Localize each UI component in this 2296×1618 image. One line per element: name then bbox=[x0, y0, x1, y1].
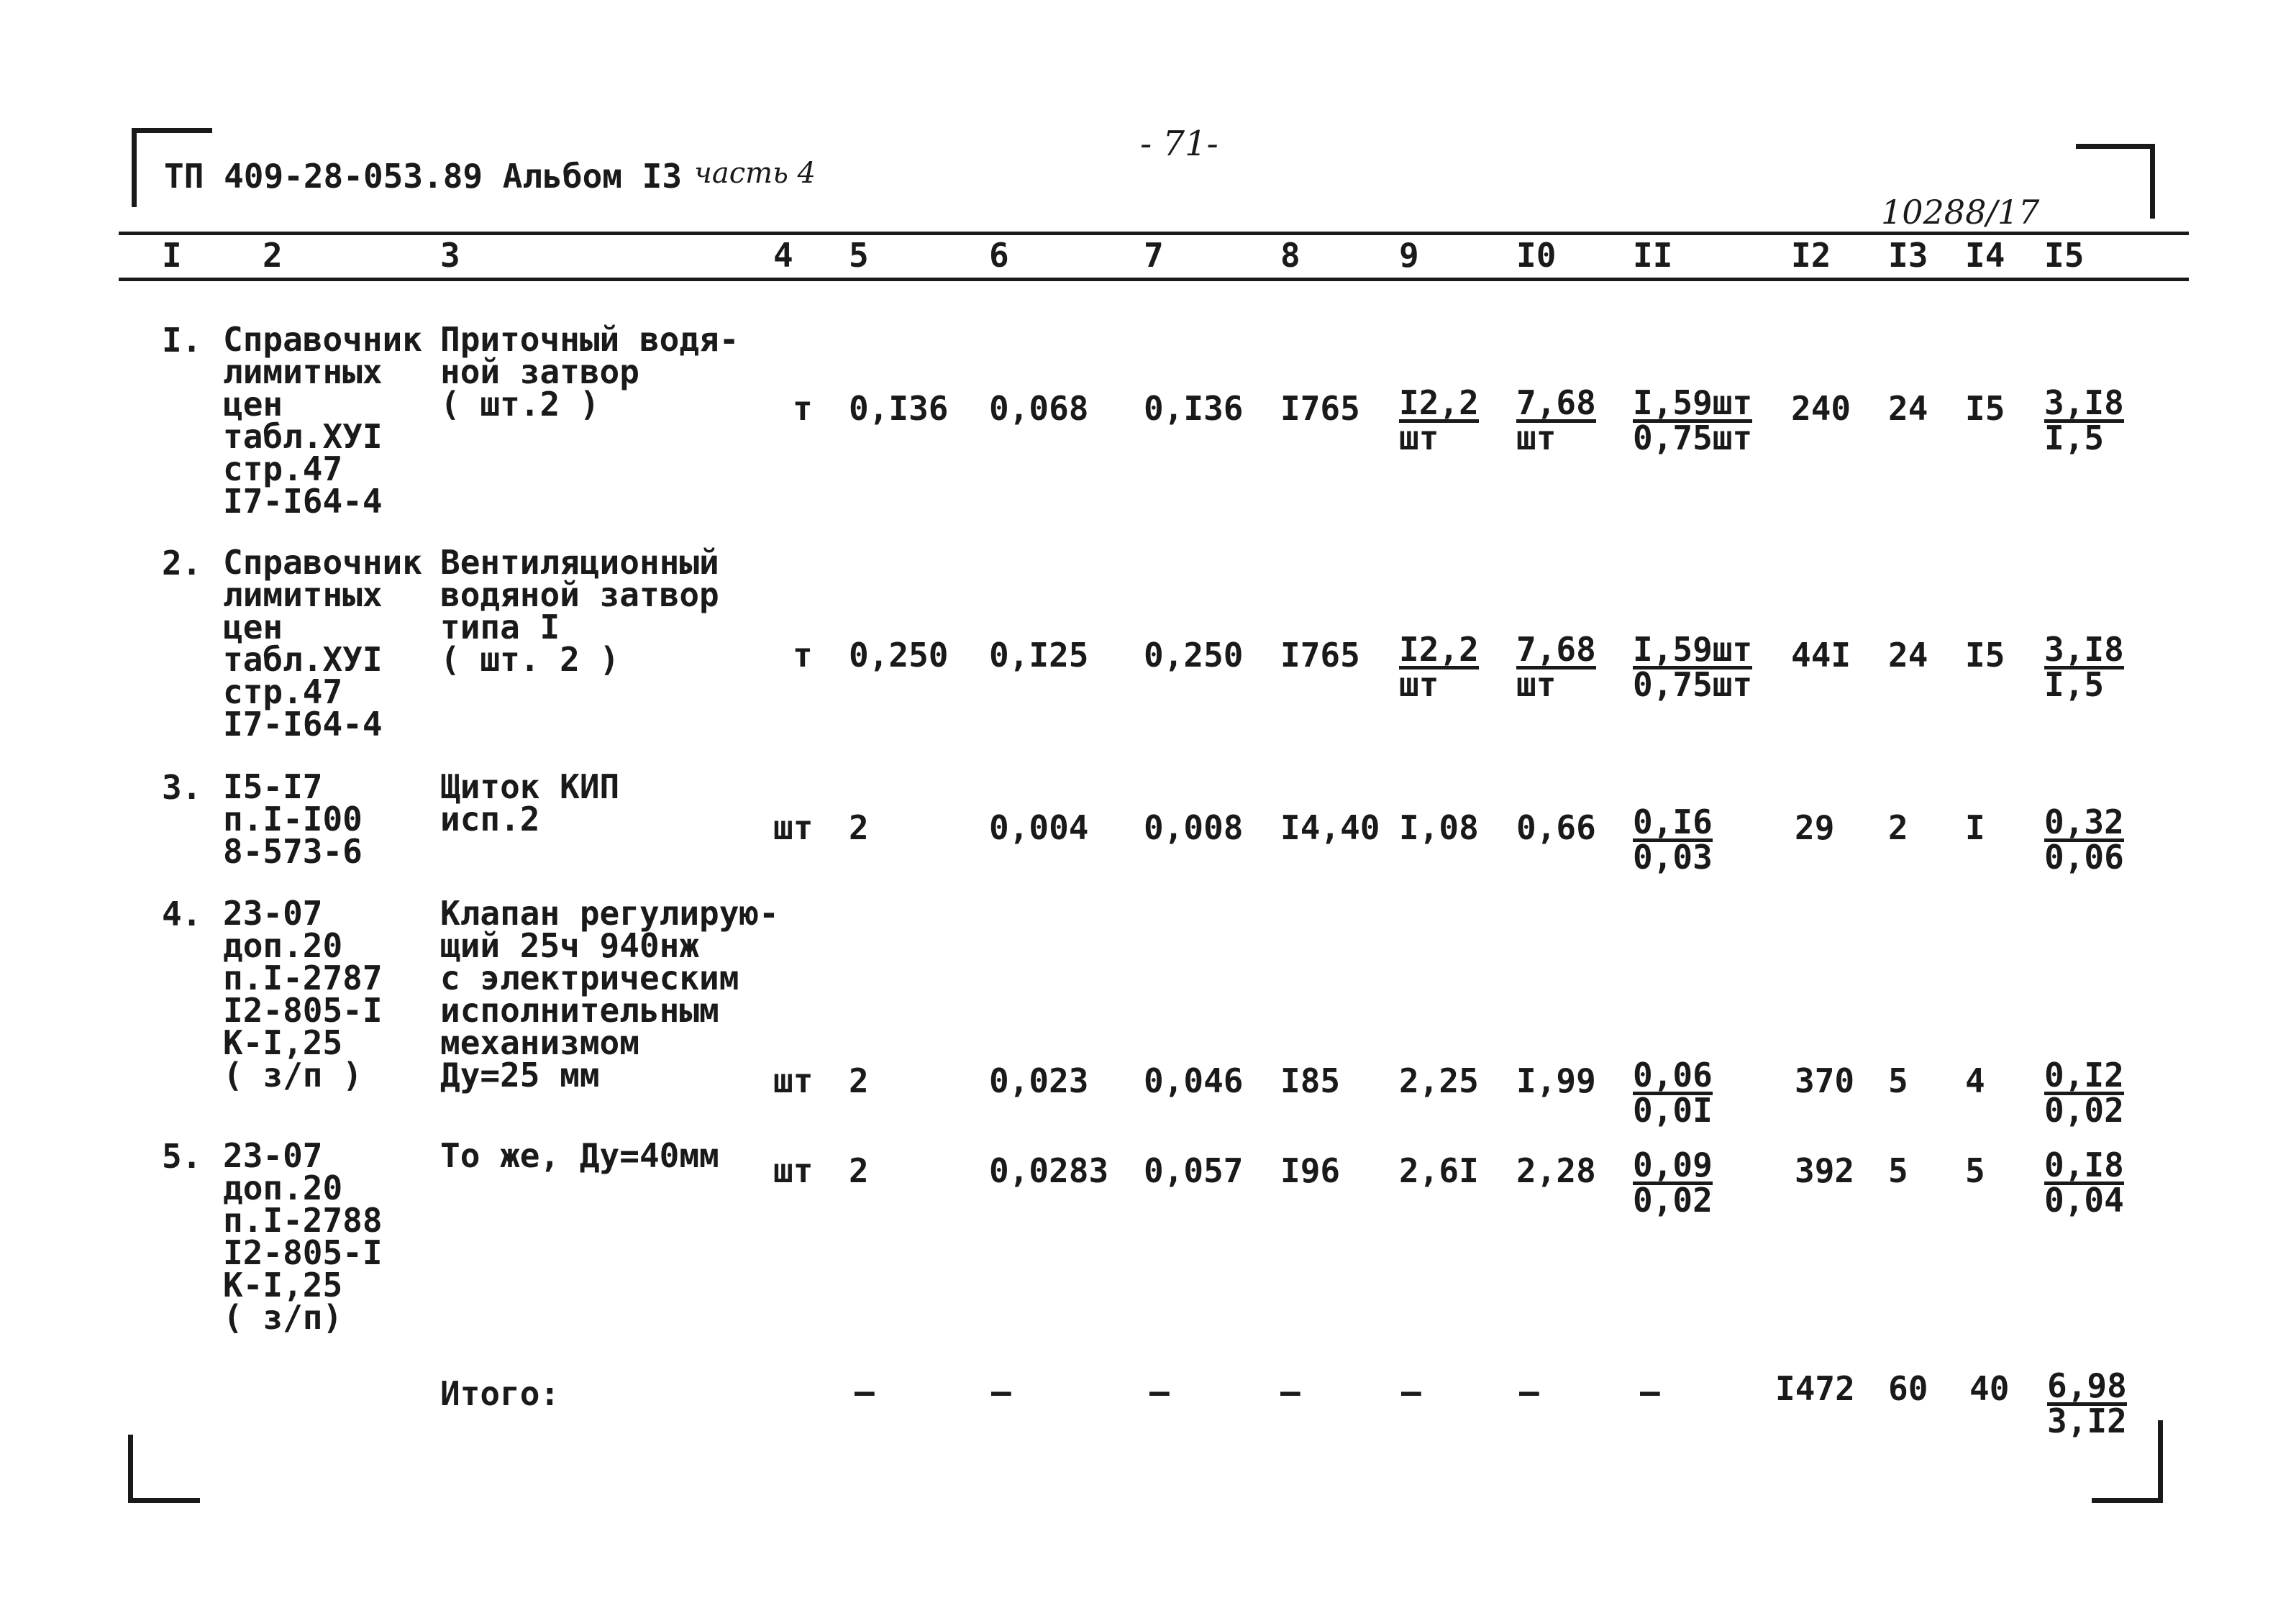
row-source bbox=[223, 1136, 383, 1337]
cell-c8: I765 bbox=[1280, 636, 1360, 675]
fraction-numerator: 3,I8 bbox=[2044, 630, 2124, 669]
source-line: п.I-2788 bbox=[223, 1201, 383, 1240]
row-number: 2. bbox=[162, 544, 202, 582]
fraction-denominator: 0,06 bbox=[2044, 838, 2124, 877]
cell-c9 bbox=[1399, 630, 1479, 704]
total-dash: – bbox=[1149, 1372, 1170, 1411]
fraction-numerator: 0,I2 bbox=[2044, 1056, 2124, 1094]
cell-c8: I4,40 bbox=[1280, 808, 1380, 847]
row-number: I. bbox=[162, 321, 202, 360]
fraction-numerator: I,59шт bbox=[1633, 630, 1753, 669]
cell-c15 bbox=[2044, 803, 2124, 877]
name-line: Вентиляционный bbox=[440, 543, 719, 582]
cell-c13: 2 bbox=[1888, 808, 1908, 847]
row-unit: шт bbox=[773, 1061, 814, 1100]
cell-c6: 0,004 bbox=[989, 808, 1089, 847]
fraction-numerator: I2,2 bbox=[1399, 630, 1479, 669]
name-line: Приточный водя- bbox=[440, 320, 739, 359]
row-unit: т bbox=[793, 389, 813, 428]
frame-corner-top-left-vertical bbox=[132, 128, 137, 207]
fraction-numerator: 7,68 bbox=[1516, 630, 1596, 669]
cell-c5: 2 bbox=[849, 1151, 869, 1190]
source-line: лимитных bbox=[223, 575, 383, 614]
source-line: 23-07 bbox=[223, 1136, 323, 1175]
cell-c5: 2 bbox=[849, 808, 869, 847]
source-line: доп.20 bbox=[223, 926, 343, 965]
cell-c6: 0,I25 bbox=[989, 636, 1089, 675]
source-line: табл.ХУI bbox=[223, 417, 383, 456]
name-line: ( шт. 2 ) bbox=[440, 640, 620, 679]
source-line: п.I-2787 bbox=[223, 959, 383, 997]
cell-c7: 0,I36 bbox=[1144, 389, 1244, 428]
cell-c13: 24 bbox=[1888, 389, 1928, 428]
source-line: 8-573-6 bbox=[223, 832, 363, 871]
cell-c11 bbox=[1633, 1056, 1713, 1130]
row-number: 3. bbox=[162, 768, 202, 807]
fraction-denominator: 0,04 bbox=[2044, 1181, 2124, 1220]
cell-c15 bbox=[2044, 1146, 2124, 1220]
cell-c15 bbox=[2044, 1056, 2124, 1130]
cell-c11 bbox=[1633, 383, 1753, 457]
source-line: I7-I64-4 bbox=[223, 705, 383, 744]
total-col15 bbox=[2047, 1366, 2127, 1440]
frame-corner-bottom-right-vertical bbox=[2158, 1420, 2163, 1503]
cell-c6: 0,068 bbox=[989, 389, 1089, 428]
column-header: 8 bbox=[1280, 236, 1300, 275]
row-source bbox=[223, 543, 422, 744]
fraction-numerator: 3,I8 bbox=[2044, 383, 2124, 422]
total-dash: – bbox=[1519, 1372, 1539, 1411]
row-name bbox=[440, 543, 719, 679]
cell-c14: I5 bbox=[1965, 389, 2005, 428]
fraction-denominator: шт bbox=[1516, 419, 1557, 457]
cell-c15 bbox=[2044, 630, 2124, 704]
column-header: I3 bbox=[1888, 236, 1928, 275]
cell-c12: 370 bbox=[1795, 1061, 1855, 1100]
cell-c15 bbox=[2044, 383, 2124, 457]
cell-c12: 392 bbox=[1795, 1151, 1855, 1190]
frame-corner-top-right-vertical bbox=[2150, 144, 2155, 219]
cell-c10: I,99 bbox=[1516, 1061, 1596, 1100]
total-label: Итого: bbox=[440, 1374, 560, 1413]
row-name bbox=[440, 1136, 719, 1175]
total-col13: 60 bbox=[1888, 1369, 1928, 1408]
cell-c14: I5 bbox=[1965, 636, 2005, 675]
cell-c13: 5 bbox=[1888, 1061, 1908, 1100]
fraction-denominator: шт bbox=[1516, 665, 1557, 704]
column-header: I2 bbox=[1791, 236, 1831, 275]
cell-c7: 0,250 bbox=[1144, 636, 1244, 675]
source-line: 23-07 bbox=[223, 894, 323, 933]
source-line: К-I,25 bbox=[223, 1023, 343, 1062]
fraction-denominator: 0,75шт bbox=[1633, 665, 1753, 704]
cell-c14: I bbox=[1965, 808, 1985, 847]
source-line: Справочник bbox=[223, 320, 422, 359]
total-dash: – bbox=[1640, 1372, 1660, 1411]
cell-c5: 0,I36 bbox=[849, 389, 949, 428]
fraction-numerator: 0,I8 bbox=[2044, 1146, 2124, 1184]
cell-c9 bbox=[1399, 383, 1479, 457]
name-line: То же, Ду=40мм bbox=[440, 1136, 719, 1175]
frame-corner-bottom-left-horizontal bbox=[128, 1498, 200, 1503]
fraction-denominator: I,5 bbox=[2044, 665, 2105, 704]
cell-c6: 0,023 bbox=[989, 1061, 1089, 1100]
row-name bbox=[440, 767, 620, 838]
cell-c10: 0,66 bbox=[1516, 808, 1596, 847]
fraction-denominator: шт bbox=[1399, 665, 1439, 704]
name-line: Щиток КИП bbox=[440, 767, 620, 806]
cell-c10 bbox=[1516, 383, 1596, 457]
cell-c5: 2 bbox=[849, 1061, 869, 1100]
fraction-numerator: I2,2 bbox=[1399, 383, 1479, 422]
cell-c14: 5 bbox=[1965, 1151, 1985, 1190]
frame-corner-bottom-left-vertical bbox=[128, 1435, 133, 1503]
fraction-denominator: I,5 bbox=[2044, 419, 2105, 457]
cell-c9: 2,6I bbox=[1399, 1151, 1479, 1190]
name-line: щий 25ч 940нж bbox=[440, 926, 700, 965]
row-source bbox=[223, 767, 363, 871]
row-number: 4. bbox=[162, 895, 202, 933]
cell-c12: 240 bbox=[1791, 389, 1851, 428]
row-unit: шт bbox=[773, 1151, 814, 1190]
frame-corner-top-right-horizontal bbox=[2076, 144, 2155, 149]
header-rule-bottom bbox=[119, 278, 2189, 281]
fraction-denominator: 0,03 bbox=[1633, 838, 1713, 877]
column-header: I0 bbox=[1516, 236, 1557, 275]
cell-c10: 2,28 bbox=[1516, 1151, 1596, 1190]
column-header: I4 bbox=[1965, 236, 2005, 275]
column-header: 2 bbox=[263, 236, 283, 275]
source-line: стр.47 bbox=[223, 672, 343, 711]
source-line: п.I-I00 bbox=[223, 800, 363, 838]
fraction-denominator: 0,02 bbox=[1633, 1181, 1713, 1220]
fraction-denominator: 0,02 bbox=[2044, 1091, 2124, 1130]
row-name bbox=[440, 320, 739, 424]
column-header: 6 bbox=[989, 236, 1009, 275]
name-line: водяной затвор bbox=[440, 575, 719, 614]
cell-c14: 4 bbox=[1965, 1061, 1985, 1100]
page-number: - 71- bbox=[1140, 124, 1218, 164]
fraction-numerator: 0,32 bbox=[2044, 803, 2124, 841]
row-unit: т bbox=[793, 636, 813, 675]
source-line: Справочник bbox=[223, 543, 422, 582]
name-line: исп.2 bbox=[440, 800, 540, 838]
row-source bbox=[223, 320, 422, 521]
column-header: 4 bbox=[773, 236, 793, 275]
part-note: часть 4 bbox=[694, 157, 816, 190]
fraction-denominator: шт bbox=[1399, 419, 1439, 457]
cell-c7: 0,057 bbox=[1144, 1151, 1244, 1190]
name-line: механизмом bbox=[440, 1023, 639, 1062]
name-line: Ду=25 мм bbox=[440, 1056, 600, 1094]
source-line: I2-805-I bbox=[223, 991, 383, 1030]
row-source bbox=[223, 894, 383, 1094]
cell-c13: 5 bbox=[1888, 1151, 1908, 1190]
column-header: 7 bbox=[1144, 236, 1164, 275]
cell-c11 bbox=[1633, 803, 1713, 877]
cell-c8: I85 bbox=[1280, 1061, 1341, 1100]
name-line: исполнительным bbox=[440, 991, 719, 1030]
fraction-denominator: 0,0I bbox=[1633, 1091, 1713, 1130]
total-dash: – bbox=[1280, 1372, 1300, 1411]
document-code: ТП 409-28-053.89 Альбом I3 bbox=[164, 157, 683, 196]
frame-corner-bottom-right-horizontal bbox=[2092, 1498, 2163, 1503]
cell-c9: I,08 bbox=[1399, 808, 1479, 847]
source-line: лимитных bbox=[223, 352, 383, 391]
column-header: 3 bbox=[440, 236, 460, 275]
fraction-numerator: 0,09 bbox=[1633, 1146, 1713, 1184]
cell-c11 bbox=[1633, 630, 1753, 704]
source-line: I2-805-I bbox=[223, 1233, 383, 1272]
fraction-numerator: 0,I6 bbox=[1633, 803, 1713, 841]
column-header: II bbox=[1633, 236, 1673, 275]
cell-c8: I765 bbox=[1280, 389, 1360, 428]
cell-c13: 24 bbox=[1888, 636, 1928, 675]
name-line: типа I bbox=[440, 608, 560, 646]
source-line: доп.20 bbox=[223, 1169, 343, 1207]
column-header: 5 bbox=[849, 236, 869, 275]
column-header: 9 bbox=[1399, 236, 1419, 275]
row-name bbox=[440, 894, 779, 1094]
source-line: стр.47 bbox=[223, 449, 343, 488]
source-line: цен bbox=[223, 608, 283, 646]
cell-c10 bbox=[1516, 630, 1596, 704]
source-line: табл.ХУI bbox=[223, 640, 383, 679]
column-header: I bbox=[162, 236, 182, 275]
source-line: К-I,25 bbox=[223, 1266, 343, 1304]
cell-c5: 0,250 bbox=[849, 636, 949, 675]
fraction-numerator: 0,06 bbox=[1633, 1056, 1713, 1094]
name-line: Клапан регулирую- bbox=[440, 894, 779, 933]
total-dash: – bbox=[855, 1372, 875, 1411]
cell-c12: 29 bbox=[1795, 808, 1835, 847]
total-dash: – bbox=[1401, 1372, 1421, 1411]
cell-c9: 2,25 bbox=[1399, 1061, 1479, 1100]
cell-c8: I96 bbox=[1280, 1151, 1341, 1190]
fraction-denominator: 3,I2 bbox=[2047, 1402, 2127, 1440]
sheet-code: 10288/17 bbox=[1881, 193, 2040, 232]
cell-c12: 44I bbox=[1791, 636, 1851, 675]
fraction-numerator: I,59шт bbox=[1633, 383, 1753, 422]
column-header: I5 bbox=[2044, 236, 2085, 275]
source-line: ( з/п ) bbox=[223, 1056, 363, 1094]
cell-c7: 0,008 bbox=[1144, 808, 1244, 847]
cell-c6: 0,0283 bbox=[989, 1151, 1109, 1190]
source-line: I5-I7 bbox=[223, 767, 323, 806]
cell-c7: 0,046 bbox=[1144, 1061, 1244, 1100]
row-unit: шт bbox=[773, 808, 814, 847]
total-col14: 40 bbox=[1969, 1369, 2010, 1408]
name-line: ( шт.2 ) bbox=[440, 385, 600, 424]
row-number: 5. bbox=[162, 1137, 202, 1176]
cell-c11 bbox=[1633, 1146, 1713, 1220]
fraction-denominator: 0,75шт bbox=[1633, 419, 1753, 457]
header-rule-top bbox=[119, 232, 2189, 235]
source-line: цен bbox=[223, 385, 283, 424]
frame-corner-top-left-horizontal bbox=[132, 128, 212, 133]
total-dash: – bbox=[991, 1372, 1011, 1411]
total-cost: I472 bbox=[1775, 1369, 1855, 1408]
name-line: с электрическим bbox=[440, 959, 739, 997]
source-line: I7-I64-4 bbox=[223, 482, 383, 521]
source-line: ( з/п) bbox=[223, 1298, 343, 1337]
fraction-numerator: 7,68 bbox=[1516, 383, 1596, 422]
name-line: ной затвор bbox=[440, 352, 639, 391]
fraction-numerator: 6,98 bbox=[2047, 1366, 2127, 1405]
